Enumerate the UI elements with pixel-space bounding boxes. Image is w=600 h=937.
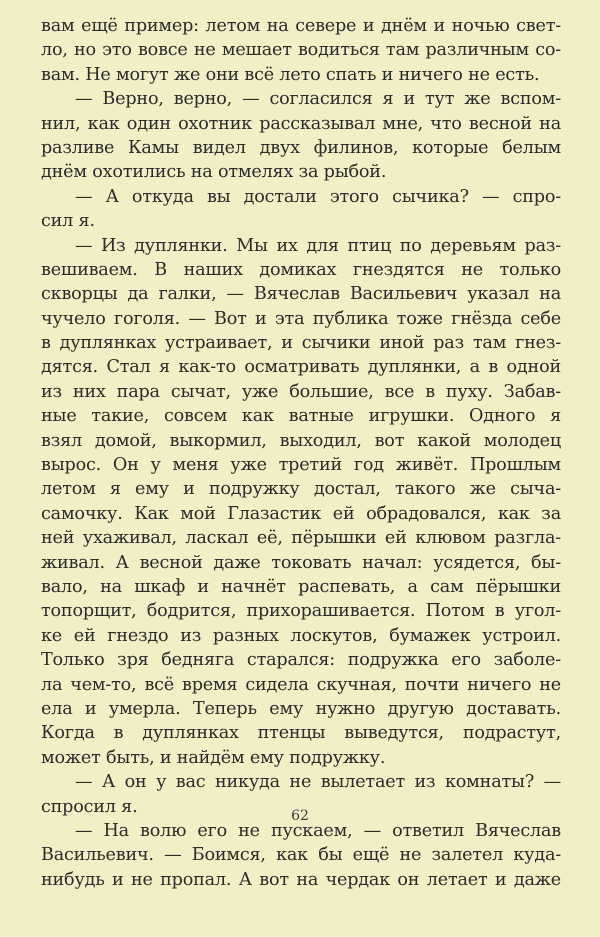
text-line: вырос. Он у меня уже третий год живёт. Прошлым (41, 455, 561, 476)
text-line: — На волю его не пускаем, — ответил Вячеслав (75, 820, 561, 841)
text-line: ные такие, совсем как ватные игрушки. Одного я (41, 406, 561, 427)
text-line: топорщит, бодрится, прихорашивается. Потом в угол- (41, 601, 561, 622)
text-line: ло, но это вовсе не мешает водиться там различным со- (41, 40, 561, 61)
text-line: живал. А весной даже токовать начал: усядется, бы- (41, 552, 561, 573)
text-line: ней ухаживал, ласкал её, пёрышки ей клювом разгла- (41, 528, 561, 549)
text-line: взял домой, выкормил, выходил, вот какой молодец (41, 430, 561, 451)
text-line: сил я. (41, 211, 95, 232)
text-line: ке ей гнездо из разных лоскутов, бумажек устроил. (41, 625, 561, 646)
text-line: ла чем-то, всё время сидела скучная, почти ничего не (41, 674, 561, 695)
text-line: — А он у вас никуда не вылетает из комнаты? — (75, 772, 561, 793)
text-line: Васильевич. — Боимся, как бы ещё не залетел куда- (41, 845, 561, 866)
text-line: вам. Не могут же они всё лето спать и ничего не есть. (41, 64, 540, 85)
text-line: летом я ему и подружку достал, такого же сыча- (41, 479, 561, 500)
text-line: чучело гоголя. — Вот и эта публика тоже гнёзда себе (41, 308, 561, 329)
text-line: дятся. Стал я как-то осматривать дуплянки, а в одной (41, 357, 561, 378)
text-line: днём охотились на отмелях за рыбой. (41, 162, 387, 183)
text-line: может быть, и найдём ему подружку. (41, 747, 386, 768)
text-line: в дуплянках устраивает, и сычики иной раз там гнез- (41, 333, 561, 354)
text-line: самочку. Как мой Глазастик ей обрадовался, как за (41, 503, 561, 524)
text-line: вам ещё пример: летом на севере и днём и ночью свет- (41, 16, 561, 36)
page-body-text (41, 14, 561, 892)
text-line: скворцы да галки, — Вячеслав Васильевич указал на (41, 284, 561, 305)
text-line: ела и умерла. Теперь ему нужно другую доставать. (41, 698, 561, 719)
text-line: вешиваем. В наших домиках гнездятся не только (41, 259, 561, 280)
text-line: разливе Камы видел двух филинов, которые белым (41, 137, 561, 158)
text-line: из них пара сычат, уже большие, все в пуху. Забав- (41, 381, 561, 402)
text-line: Когда в дуплянках птенцы выведутся, подрастут, (41, 723, 561, 744)
text-line: вало, на шкаф и начнёт распевать, а сам пёрышки (41, 576, 561, 597)
text-line: спросил я. (41, 796, 138, 817)
text-line: Только зря бедняга старался: подружка его заболе- (41, 650, 561, 671)
text-line: нибудь и не пропал. А вот на чердак он летает и даже (41, 869, 561, 890)
page-number: 62 (291, 808, 309, 824)
text-line: нил, как один охотник рассказывал мне, что весной на (41, 113, 561, 134)
text-line: — Верно, верно, — согласился я и тут же вспом- (75, 89, 561, 110)
text-line: — А откуда вы достали этого сычика? — спро- (75, 186, 561, 207)
text-line: — Из дуплянки. Мы их для птиц по деревьям раз- (75, 235, 561, 256)
